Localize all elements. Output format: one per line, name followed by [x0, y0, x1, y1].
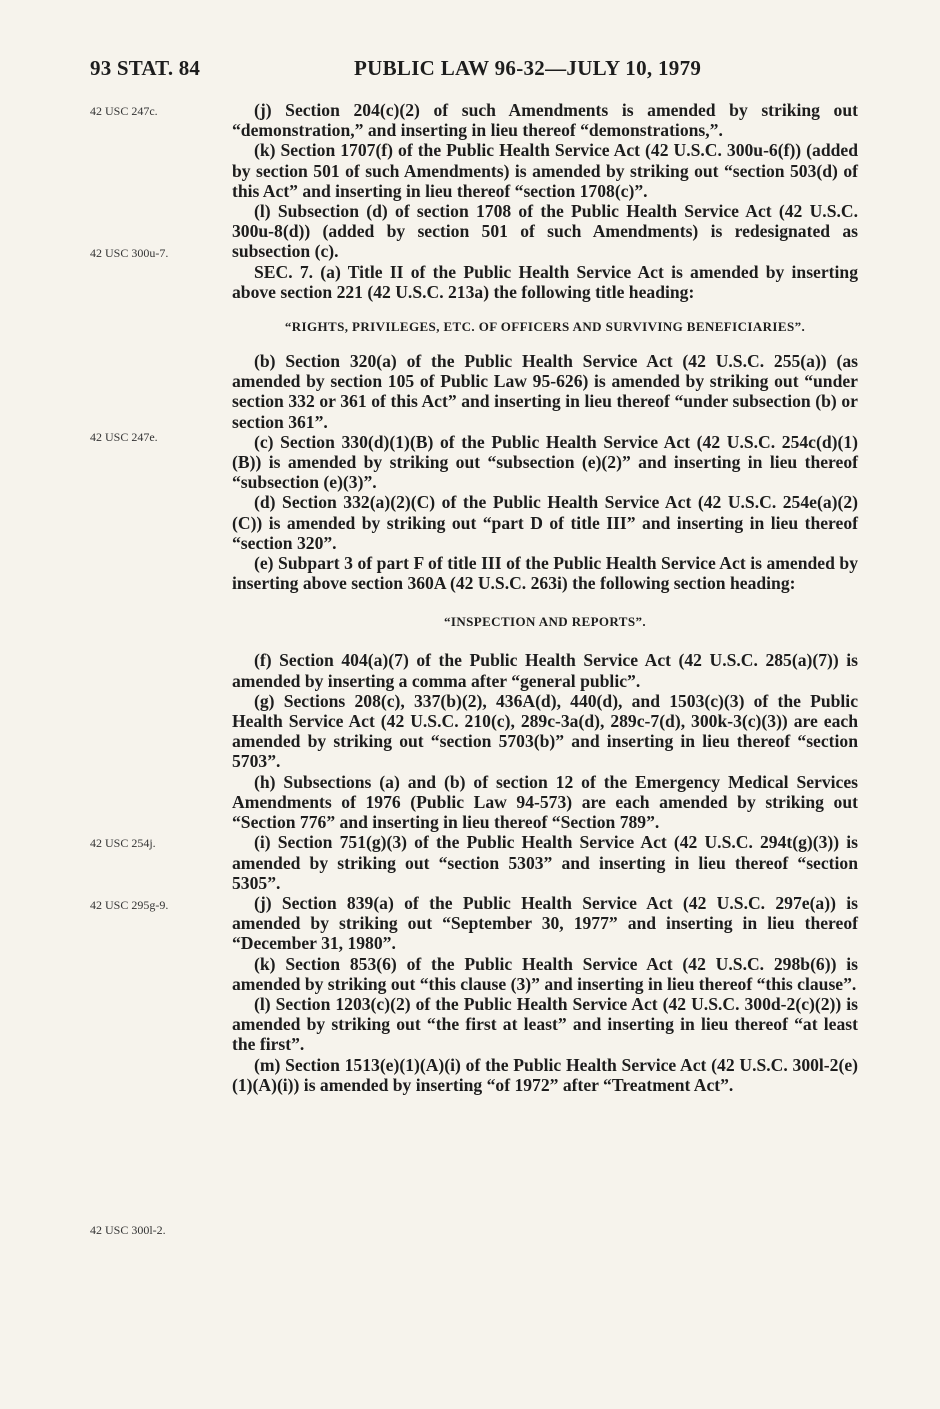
paragraph: (j) Section 839(a) of the Public Health Service Act (42 U.S.C. 297e(a)) is amended by striking out “September 30, 1977” and inserting in lieu thereof “December 31, 1980”.: [232, 892, 858, 954]
stat-page-reference: 93 STAT. 84: [90, 56, 201, 80]
paragraph: (k) Section 1707(f) of the Public Health Service Act (42 U.S.C. 300u-6(f)) (added by section 501 of such Amendments) is amended by striking out “section 503(d) of this Act” and inserting in lieu thereof “section 1708(c)”.: [232, 140, 858, 201]
margin-note: 42 USC 247e.: [90, 430, 158, 444]
section-heading: “INSPECTION AND REPORTS”.: [443, 614, 647, 630]
paragraph: (h) Subsections (a) and (b) of section 12 of the Emergency Medical Services Amendments of 1976 (Public Law 94-573) are each amended by striking out “Section 776” and inserting in lieu thereof “Section 789”.: [232, 771, 858, 833]
paragraph: (b) Section 320(a) of the Public Health Service Act (42 U.S.C. 255(a)) (as amended by section 105 of Public Law 95-626) is amended by striking out “under section 332 or 361 of this Act” and inserting in lieu thereof “under subsection (b) or section 361”.: [232, 351, 858, 432]
paragraph: (l) Section 1203(c)(2) of the Public Health Service Act (42 U.S.C. 300d-2(c)(2)) is amended by striking out “the first at least” and inserting in lieu thereof “at least the first”.: [232, 993, 858, 1055]
paragraph: (l) Subsection (d) of section 1708 of the Public Health Service Act (42 U.S.C. 300u-8(d)) (added by section 501 of such Amendments) is redesignated as subsection (c).: [232, 201, 858, 262]
margin-note: 42 USC 247c.: [90, 104, 158, 118]
document-body: [232, 100, 858, 1095]
paragraph: (g) Sections 208(c), 337(b)(2), 436A(d), 440(d), and 1503(c)(3) of the Public Health Service Act (42 U.S.C. 210(c), 289c-3a(d), 289c-7(d), 300k-3(c)(3)) are each amended by striking out “section 5703(b)” and inserting in lieu thereof “section 5703”.: [232, 690, 858, 772]
margin-note: 42 USC 254j.: [90, 836, 156, 850]
paragraph: SEC. 7. (a) Title II of the Public Health Service Act is amended by inserting above section 221 (42 U.S.C. 213a) the following title heading:: [232, 261, 858, 302]
paragraph: (e) Subpart 3 of part F of title III of the Public Health Service Act is amended by inserting above section 360A (42 U.S.C. 263i) the following section heading:: [232, 553, 858, 594]
page-title: PUBLIC LAW 96-32—JULY 10, 1979: [354, 56, 702, 80]
margin-note: 42 USC 295g-9.: [90, 898, 169, 912]
paragraph: (i) Section 751(g)(3) of the Public Health Service Act (42 U.S.C. 294t(g)(3)) is amended by striking out “section 5303” and inserting in lieu thereof “section 5305”.: [232, 832, 858, 893]
title-heading: “RIGHTS, PRIVILEGES, ETC. OF OFFICERS AND SURVIVING BENEFICIARIES”.: [284, 319, 806, 335]
paragraph: (j) Section 204(c)(2) of such Amendments is amended by striking out “demonstration,” and inserting in lieu thereof “demonstrations,”.: [232, 100, 858, 141]
margin-note: 42 USC 300u-7.: [90, 246, 169, 260]
margin-note: 42 USC 300l-2.: [90, 1223, 166, 1237]
paragraph: (k) Section 853(6) of the Public Health Service Act (42 U.S.C. 298b(6)) is amended by striking out “this clause (3)” and inserting in lieu thereof “this clause”.: [232, 953, 858, 994]
paragraph: (m) Section 1513(e)(1)(A)(i) of the Public Health Service Act (42 U.S.C. 300l-2(e)(1)(A)(i)) is amended by inserting “of 1972” after “Treatment Act”.: [232, 1054, 858, 1095]
paragraph: (c) Section 330(d)(1)(B) of the Public Health Service Act (42 U.S.C. 254c(d)(1)(B)) is amended by striking out “subsection (e)(2)” and inserting in lieu thereof “subsection (e)(3)”.: [232, 431, 858, 493]
paragraph: (f) Section 404(a)(7) of the Public Health Service Act (42 U.S.C. 285(a)(7)) is amended by inserting a comma after “general public”.: [232, 650, 858, 691]
paragraph: (d) Section 332(a)(2)(C) of the Public Health Service Act (42 U.S.C. 254e(a)(2)(C)) is amended by striking out “part D of title III” and inserting in lieu thereof “section 320”.: [232, 492, 858, 553]
